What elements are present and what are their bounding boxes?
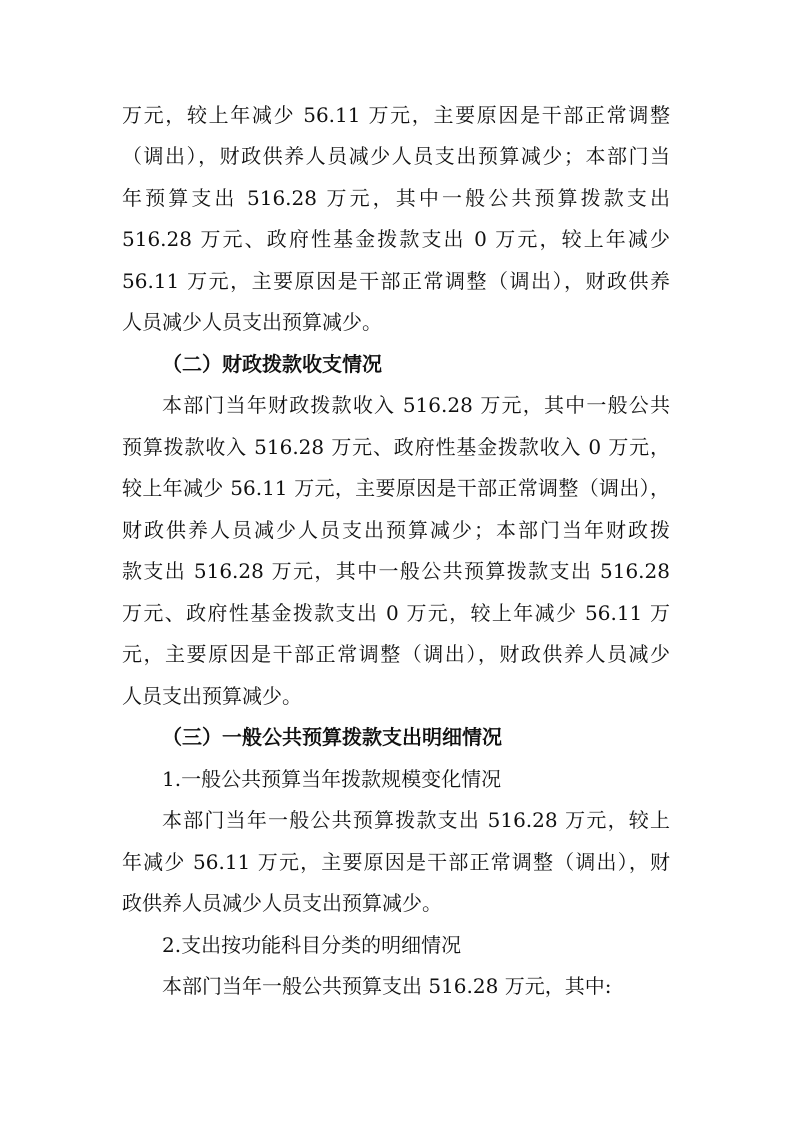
paragraph-1-line-1: 万元，较上年减少 56.11 万元，主要原因是干部正常调整 [122,103,670,127]
paragraph-1-line-2: （调出），财政供养人员减少人员支出预算减少；本部门当 [122,144,670,168]
paragraph-1-line-3: 年预算支出 516.28 万元，其中一般公共预算拨款支出 [122,186,670,210]
paragraph-2-line-6: 万元、政府性基金拨款支出 0 万元，较上年减少 56.11 万 [122,601,670,625]
paragraph-2-line-3: 较上年减少 56.11 万元，主要原因是干部正常调整（调出）， [122,476,670,500]
paragraph-2-line-4: 财政供养人员减少人员支出预算减少；本部门当年财政拨 [122,518,670,542]
paragraph-2-line-2: 预算拨款收入 516.28 万元、政府性基金拨款收入 0 万元， [122,435,670,459]
section-heading-2: （二）财政拨款收支情况 [162,352,382,376]
paragraph-1-line-6: 人员减少人员支出预算减少。 [122,310,382,334]
paragraph-2-line-8: 人员支出预算减少。 [122,684,302,708]
section-heading-3: （三）一般公共预算拨款支出明细情况 [162,725,502,749]
paragraph-2-line-7: 元，主要原因是干部正常调整（调出），财政供养人员减少 [122,642,670,666]
paragraph-2-line-1: 本部门当年财政拨款收入 516.28 万元，其中一般公共 [162,393,670,417]
paragraph-3-line-1: 本部门当年一般公共预算拨款支出 516.28 万元，较上 [162,808,670,832]
paragraph-1-line-5: 56.11 万元，主要原因是干部正常调整（调出），财政供养 [122,269,670,293]
subsection-heading-1: 1.一般公共预算当年拨款规模变化情况 [162,767,502,791]
paragraph-3-line-2: 年减少 56.11 万元，主要原因是干部正常调整（调出），财 [122,850,670,874]
subsection-heading-2: 2.支出按功能科目分类的明细情况 [162,933,462,957]
paragraph-2-line-5: 款支出 516.28 万元，其中一般公共预算拨款支出 516.28 [122,559,670,583]
paragraph-1-line-4: 516.28 万元、政府性基金拨款支出 0 万元，较上年减少 [122,227,670,251]
paragraph-4-line-1: 本部门当年一般公共预算支出 516.28 万元，其中: [162,974,612,998]
paragraph-3-line-3: 政供养人员减少人员支出预算减少。 [122,891,442,915]
